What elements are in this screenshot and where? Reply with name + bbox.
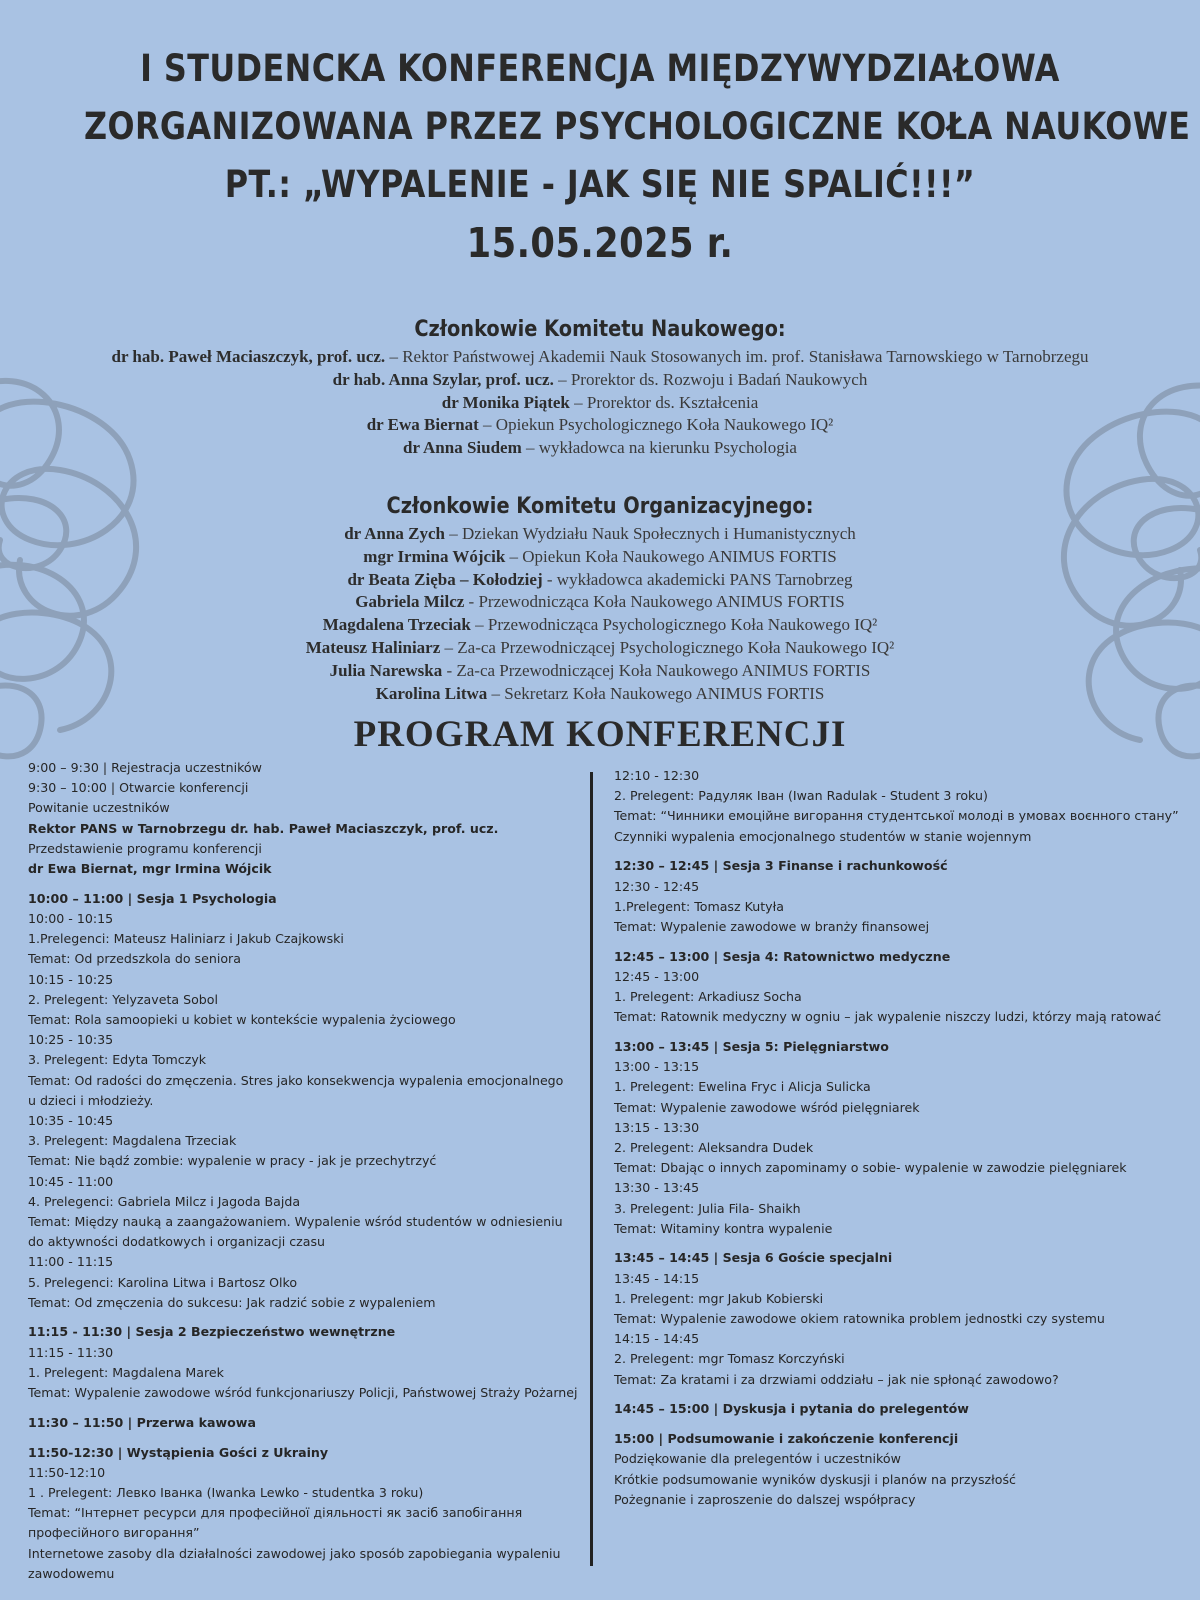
program-line: Temat: Od przedszkola do seniora (28, 951, 241, 967)
program-line: 1. Prelegent: mgr Jakub Kobierski (614, 1290, 824, 1306)
program-line: Internetowe zasoby dla działalności zawodowej jako sposób zapobiegania wypaleniu zawodowemu (28, 1545, 561, 1581)
program-session-heading: 12:30 – 12:45 | Sesja 3 Finanse i rachunkowość (614, 858, 948, 874)
program-line: 3. Prelegent: Edyta Tomczyk (28, 1052, 207, 1068)
title-block (0, 40, 1200, 272)
committee-member (0, 683, 1200, 706)
program-line: 13:45 - 14:15 (614, 1270, 700, 1286)
program-session-heading: 13:45 – 14:45 | Sesja 6 Goście specjalni (614, 1250, 893, 1266)
program-line: Temat: Wypalenie zawodowe w branży finansowej (614, 918, 930, 934)
member-name: Julia Narewska (329, 660, 443, 680)
program-line: 2. Prelegent: mgr Tomasz Korczyński (614, 1351, 845, 1367)
program-line: 13:30 - 13:45 (614, 1180, 700, 1196)
program-session-heading: dr Ewa Biernat, mgr Irmina Wójcik (28, 861, 272, 877)
committee-member (0, 637, 1200, 660)
spacer (28, 1433, 573, 1443)
program-line: 13:00 - 13:15 (614, 1059, 700, 1075)
member-name: dr Ewa Biernat (366, 415, 479, 435)
program-line: Temat: “Чинники емоційне вигорання студентської молоді в умовах воєнного стану” (614, 808, 1179, 824)
committee-member (0, 392, 1200, 415)
program-line: Temat: Od radości do zmęczenia. Stres jako konsekwencja wypalenia emocjonalnego u dzieci i młodzieży. (28, 1072, 564, 1108)
program-session-heading: 14:45 – 15:00 | Dyskusja i pytania do prelegentów (614, 1401, 969, 1417)
program-line: Temat: Witaminy kontra wypalenie (614, 1220, 833, 1236)
program-line: Temat: Wypalenie zawodowe okiem ratownika problem jednostki czy systemu (614, 1311, 1105, 1327)
program-line: 14:15 - 14:45 (614, 1331, 700, 1347)
organizing-committee-heading: Członkowie Komitetu Organizacyjnego: (386, 494, 814, 519)
organizing-committee (0, 493, 1200, 705)
spacer (614, 1239, 1189, 1249)
program-line: 12:30 - 12:45 (614, 878, 700, 894)
spacer (614, 1390, 1189, 1400)
spacer (28, 1313, 573, 1323)
program-line: Temat: Rola samoopieki u kobiet w kontekście wypalenia życiowego (28, 1011, 456, 1027)
program-session-heading: 10:00 – 11:00 | Sesja 1 Psychologia (28, 890, 277, 906)
member-name: Gabriela Milcz (355, 592, 465, 612)
spacer (28, 879, 573, 889)
program-session-heading: 11:50-12:30 | Wystąpienia Gości z Ukrainy (28, 1444, 329, 1460)
scientific-committee-heading: Członkowie Komitetu Naukowego: (414, 317, 786, 342)
title-date: 15.05.2025 r. (466, 219, 734, 267)
title-line-1: I STUDENCKA KONFERENCJA MIĘDZYWYDZIAŁOWA (140, 47, 1060, 90)
spacer (614, 1027, 1189, 1037)
member-name: dr Anna Siudem (403, 438, 522, 458)
program-session-heading: 15:00 | Podsumowanie i zakończenie konferencji (614, 1431, 959, 1447)
program-session-heading: 12:45 – 13:00 | Sesja 4: Ratownictwo medyczne (614, 948, 951, 964)
committee-member (0, 414, 1200, 437)
program-line: 11:15 - 11:30 (28, 1344, 114, 1360)
title-line-2: ZORGANIZOWANA PRZEZ PSYCHOLOGICZNE KOŁA NAUKOWE (84, 105, 1191, 148)
program-line: 12:10 - 12:30 (614, 768, 700, 783)
program-line: Temat: Za kratami i za drzwiami oddziału – jak nie spłonąć zawodowo? (614, 1371, 1059, 1387)
program-line: 5. Prelegenci: Karolina Litwa i Bartosz Olko (28, 1274, 298, 1290)
program-session-heading: Rektor PANS w Tarnobrzegu dr. hab. Paweł Maciaszczyk, prof. ucz. (28, 820, 499, 836)
program-line: Powitanie uczestników (28, 800, 170, 816)
member-role: – Prorektor ds. Kształcenia (569, 392, 759, 412)
member-name: dr Monika Piątek (441, 392, 570, 412)
program-line: Temat: Dbając o innych zapominamy o sobie- wypalenie w zawodzie pielęgniarek (614, 1160, 1127, 1176)
program-line: 10:45 - 11:00 (28, 1173, 114, 1189)
program-line: 10:00 - 10:15 (28, 910, 114, 926)
committee-member (0, 523, 1200, 546)
program-line: 1 . Prelegent: Левко Іванка (Iwanka Lewko - studentka 3 roku) (28, 1484, 424, 1500)
program-line: Temat: “Інтернет ресурси для професійної діяльності як засіб запобігання професійного вигорання” (28, 1505, 523, 1541)
program-line: Temat: Od zmęczenia do sukcesu: Jak radzić sobie z wypaleniem (28, 1294, 436, 1310)
spacer (614, 937, 1189, 947)
member-role: – Dziekan Wydziału Nauk Społecznych i Humanistycznych (444, 524, 856, 543)
organizing-committee-list (0, 523, 1200, 705)
program-line: Temat: Nie bądź zombie: wypalenie w pracy - jak je przechytrzyć (28, 1153, 437, 1169)
scientific-committee (0, 316, 1200, 460)
program-line: Temat: Wypalenie zawodowe wśród pielęgniarek (614, 1099, 920, 1115)
program-line: 4. Prelegenci: Gabriela Milcz i Jagoda Bajda (28, 1193, 301, 1209)
spacer (614, 1420, 1189, 1430)
committee-member (0, 569, 1200, 592)
program-line: 1. Prelegent: Magdalena Marek (28, 1364, 224, 1380)
program-line: 3. Prelegent: Julia Fila- Shaikh (614, 1200, 801, 1216)
program-line: 9:00 – 9:30 | Rejestracja uczestników (28, 760, 262, 775)
program-line: Podziękowanie dla prelegentów i uczestników (614, 1451, 901, 1467)
spacer (28, 1403, 573, 1413)
committee-member (0, 614, 1200, 637)
program-line: 1.Prelegent: Tomasz Kutyła (614, 898, 784, 914)
program-line: 10:35 - 10:45 (28, 1112, 114, 1128)
program-line: 13:15 - 13:30 (614, 1119, 700, 1135)
member-role: – Opiekun Koła Naukowego ANIMUS FORTIS (505, 546, 837, 566)
member-role: - Za-ca Przewodniczącej Koła Naukowego ANIMUS FORTIS (442, 660, 871, 680)
program-line: 9:30 – 10:00 | Otwarcie konferencji (28, 780, 249, 796)
member-role: – Rektor Państwowej Akademii Nauk Stosowanych im. prof. Stanisława Tarnowskiego w Tarnobrzegu (385, 347, 1089, 366)
committee-member (0, 546, 1200, 569)
program-line: 2. Prelegent: Aleksandra Dudek (614, 1139, 814, 1155)
program-line: 2. Prelegent: Yelyzaveta Sobol (28, 991, 218, 1007)
member-role: – Przewodnicząca Psychologicznego Koła Naukowego IQ² (470, 615, 878, 635)
member-role: - Przewodnicząca Koła Naukowego ANIMUS FORTIS (464, 592, 845, 612)
program-line: Temat: Ratownik medyczny w ogniu – jak wypalenie niszczy ludzi, którzy mają ratować (614, 1009, 1162, 1025)
program-session-heading: 13:00 – 13:45 | Sesja 5: Pielęgniarstwo (614, 1038, 889, 1054)
program-line: 1.Prelegenci: Mateusz Haliniarz i Jakub Czajkowski (28, 931, 344, 947)
program-line: 11:00 - 11:15 (28, 1254, 114, 1270)
program-line: 10:15 - 10:25 (28, 971, 114, 987)
program-line: Krótkie podsumowanie wyników dyskusji i planów na przyszłość (614, 1471, 1016, 1487)
program-title: PROGRAM KONFERENCJI (353, 714, 847, 755)
spacer (614, 847, 1189, 857)
scientific-committee-list (0, 346, 1200, 460)
program-line: Temat: Między nauką a zaangażowaniem. Wypalenie wśród studentów w odniesieniu do aktywności dodatkowych i organizacji czasu (28, 1213, 563, 1250)
program-line: 1. Prelegent: Ewelina Fryc i Alicja Sulicka (614, 1079, 871, 1095)
member-role: – Prorektor ds. Rozwoju i Badań Naukowych (553, 369, 868, 389)
member-role: – Za-ca Przewodniczącej Psychologicznego Koła Naukowego IQ² (440, 637, 895, 657)
program-line: 3. Prelegent: Magdalena Trzeciak (28, 1133, 237, 1149)
member-name: Magdalena Trzeciak (322, 615, 471, 635)
committee-member (0, 591, 1200, 614)
member-role: – wykładowca na kierunku Psychologia (521, 438, 797, 458)
program-line: 12:45 - 13:00 (614, 968, 700, 984)
member-name: Mateusz Haliniarz (305, 637, 441, 657)
program-line: 11:50-12:10 (28, 1464, 106, 1480)
program-session-heading: 11:30 – 11:50 | Przerwa kawowa (28, 1414, 256, 1430)
member-name: dr hab. Anna Szylar, prof. ucz. (332, 369, 554, 389)
title-line-3: PT.: „WYPALENIE - JAK SIĘ NIE SPALIĆ!!!” (224, 163, 976, 206)
member-role: – Opiekun Psychologicznego Koła Naukowego IQ² (478, 415, 834, 435)
committee-member (0, 437, 1200, 460)
program-line: Temat: Wypalenie zawodowe wśród funkcjonariuszy Policji, Państwowej Straży Pożarnej (28, 1385, 578, 1401)
program-line: Przedstawienie programu konferencji (28, 840, 262, 856)
program-line: 2. Prelegent: Радуляк Іван (Iwan Radulak - Student 3 roku) (614, 788, 988, 804)
member-role: – Sekretarz Koła Naukowego ANIMUS FORTIS (487, 683, 825, 703)
member-name: dr hab. Paweł Maciaszczyk, prof. ucz. (111, 347, 386, 366)
program-line: 1. Prelegent: Arkadiusz Socha (614, 989, 802, 1005)
member-name: dr Beata Zięba – Kołodziej (347, 569, 543, 589)
column-divider (590, 772, 593, 1566)
program-right-column (614, 766, 1189, 1510)
member-name: Karolina Litwa (375, 683, 488, 703)
program-session-heading: 11:15 - 11:30 | Sesja 2 Bezpieczeństwo wewnętrzne (28, 1324, 396, 1340)
committee-member (0, 369, 1200, 392)
program-line: 10:25 - 10:35 (28, 1032, 114, 1048)
program-line: Czynniki wypalenia emocjonalnego studentów w stanie wojennym (614, 828, 1032, 844)
program-left-column (28, 758, 578, 1584)
member-name: dr Anna Zych (344, 524, 445, 543)
committee-member (0, 346, 1200, 369)
committee-member (0, 660, 1200, 683)
program-line: Pożegnanie i zaproszenie do dalszej współpracy (614, 1491, 916, 1507)
member-name: mgr Irmina Wójcik (363, 546, 506, 566)
member-role: - wykładowca akademicki PANS Tarnobrzeg (542, 569, 853, 589)
